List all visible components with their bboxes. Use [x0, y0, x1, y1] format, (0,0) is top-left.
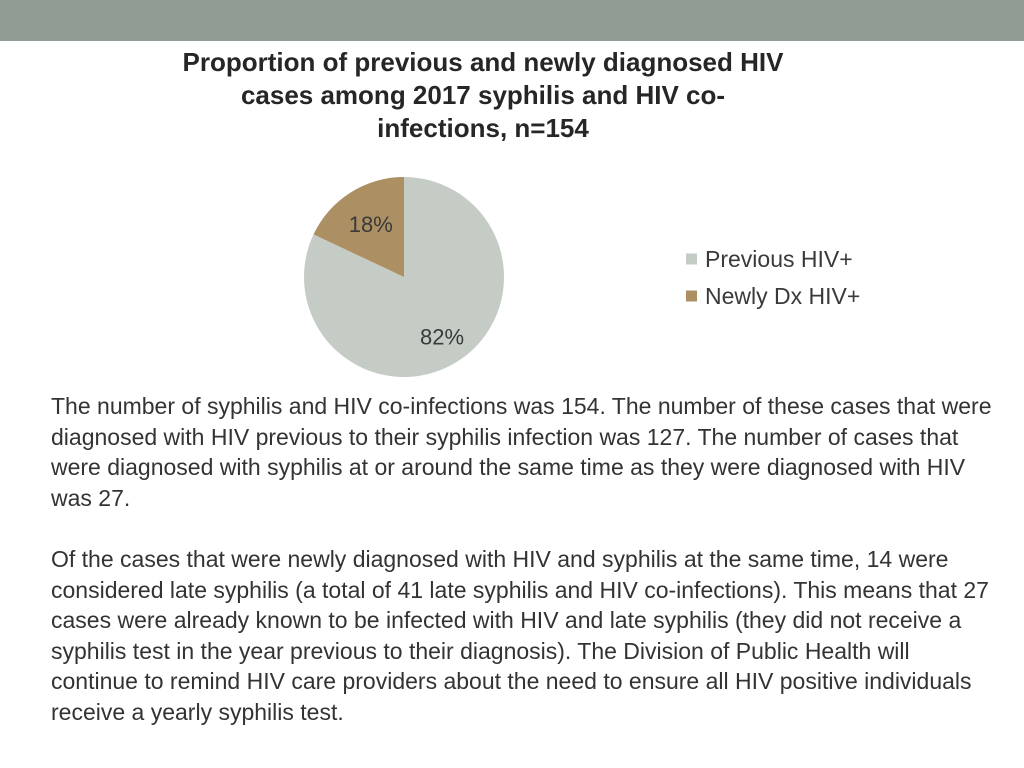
body-text [51, 391, 996, 728]
legend-label-newly-dx-hiv: Newly Dx HIV+ [705, 283, 861, 309]
legend-swatch-newly-dx-hiv [686, 291, 697, 302]
slice-label-previous-hiv: 82% [420, 324, 465, 350]
paragraph-2: Of the cases that were newly diagnosed with HIV and syphilis at the same time, 14 were considered late syphilis (a total of 41 late syphilis and HIV co-infections). This means that 27 cases were already known to be infected with HIV and late syphilis (they did not receive a syphilis test in the year previous to their diagnosis). The Division of Public Health will continue to remind HIV care providers about the need to ensure all HIV positive individuals receive a yearly syphilis test. [51, 545, 989, 725]
chart-title: Proportion of previous and newly diagnosed HIV cases among 2017 syphilis and HIV co-infections, n=154 [182, 47, 784, 143]
legend-label-previous-hiv: Previous HIV+ [705, 246, 853, 272]
legend-swatch-previous-hiv [686, 254, 697, 265]
paragraph-1: The number of syphilis and HIV co-infections was 154. The number of these cases that were diagnosed with HIV previous to their syphilis infection was 127. The number of cases that were diagnosed with syphilis at or around the same time as they were diagnosed with HIV was 27. [51, 393, 992, 511]
slice-label-newly-dx-hiv: 18% [348, 212, 393, 238]
